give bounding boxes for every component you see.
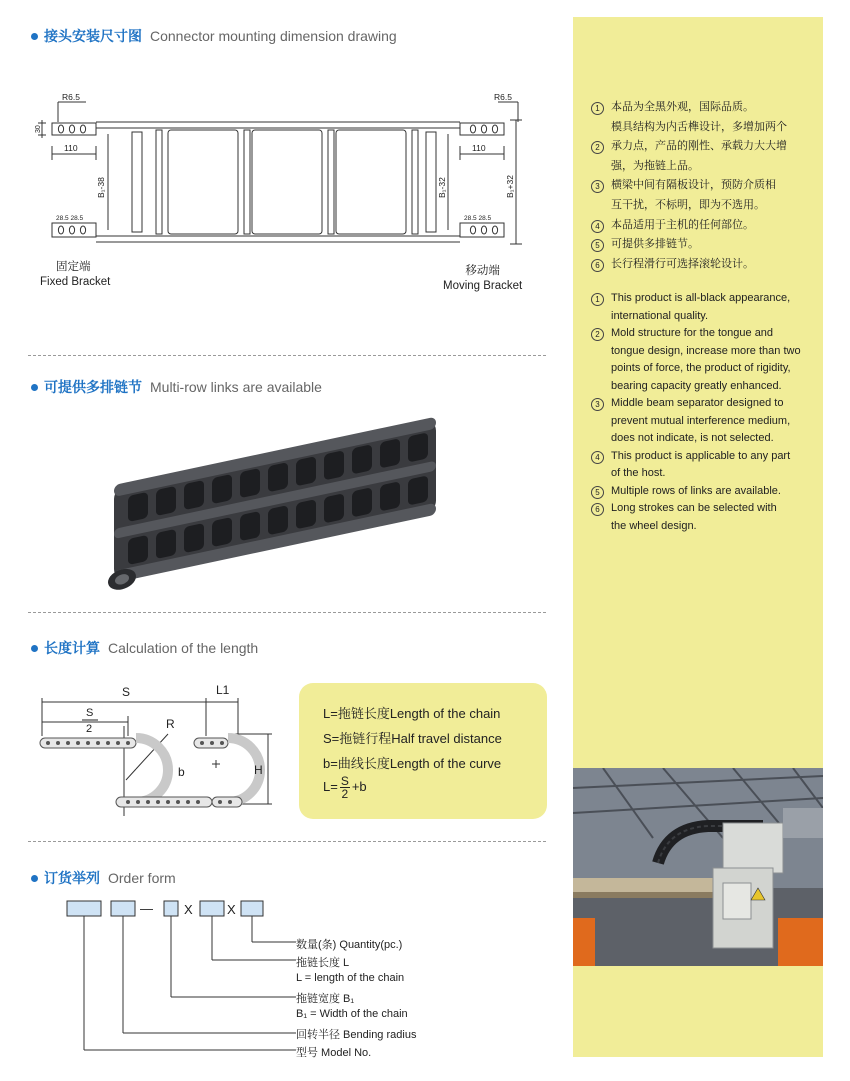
- multirow-chain-image: [100, 410, 460, 590]
- dim-110-left: 110: [64, 143, 78, 153]
- feature-en-text: This product is applicable to any part: [611, 449, 791, 462]
- section-title-en: Calculation of the length: [108, 640, 259, 656]
- formula-eq-denominator: 2: [341, 787, 349, 801]
- dim-30: 30: [35, 125, 42, 133]
- section-title-cn: 可提供多排链节: [44, 379, 142, 395]
- formula-l-definition: L=拖链长度Length of the chain: [323, 706, 501, 721]
- divider: [28, 841, 546, 842]
- fixed-bracket-caption: [40, 260, 111, 290]
- fixed-bracket-en: Fixed Bracket: [40, 276, 111, 288]
- feature-cn-text: 可提供多排链节。: [611, 238, 699, 251]
- label-r: R: [166, 717, 175, 731]
- feature-cn-text: 强，为拖链上品。: [611, 159, 699, 172]
- r-right-label: R6.5: [494, 92, 512, 102]
- section-title-length: [31, 638, 258, 658]
- section-title-en: Order form: [108, 870, 176, 886]
- circled-number-icon: 6: [591, 503, 604, 516]
- features-cn-list: [591, 98, 787, 274]
- feature-en-item: [591, 448, 811, 483]
- quantity-box: [241, 901, 263, 916]
- circled-number-icon: 4: [591, 220, 604, 233]
- circled-number-icon: 4: [591, 451, 604, 464]
- circled-number-icon: 2: [591, 328, 604, 341]
- features-en-list: [591, 290, 811, 535]
- section-title-cn: 长度计算: [44, 640, 100, 656]
- length-calculation-drawing: [36, 676, 286, 818]
- order-label-quantity: 数量(条) Quantity(pc.): [296, 939, 403, 951]
- formula-panel: [299, 683, 547, 819]
- factory-application-photo: [573, 768, 823, 966]
- order-dash: —: [140, 901, 153, 916]
- bullet-icon: [31, 875, 38, 882]
- feature-en-text: the wheel design.: [611, 519, 697, 532]
- feature-cn-item: [591, 216, 787, 236]
- dim-b1-minus-32: B₁-32: [437, 177, 447, 198]
- model-box: [67, 901, 101, 916]
- order-x-1: X: [184, 902, 193, 917]
- moving-bracket-caption: [443, 264, 522, 294]
- feature-cn-text: 本品为全黑外观，国际品质。: [611, 101, 754, 113]
- formula-eq-suffix: +b: [351, 778, 367, 794]
- section-title-cn: 订货举列: [44, 870, 100, 886]
- feature-cn-text: 长行程滑行可选择滚轮设计。: [611, 257, 754, 270]
- feature-en-text: Mold structure for the tongue and: [611, 327, 774, 339]
- feature-cn-item: [591, 137, 787, 176]
- moving-bracket-cn: 移动端: [465, 265, 500, 277]
- dim-b1-plus-32: B₁+32: [505, 175, 515, 198]
- circled-number-icon: 2: [591, 141, 604, 154]
- order-label-model: 型号 Model No.: [296, 1047, 372, 1059]
- formula-eq-numerator: S: [340, 774, 349, 788]
- circled-number-icon: 1: [591, 102, 604, 115]
- label-s: S: [122, 685, 131, 699]
- label-h: H: [254, 763, 263, 777]
- feature-en-text: of the host.: [611, 467, 666, 479]
- bullet-icon: [31, 384, 38, 391]
- section-title-cn: 接头安装尺寸图: [44, 28, 142, 44]
- circled-number-icon: 3: [591, 180, 604, 193]
- width-box: [164, 901, 178, 916]
- circled-number-icon: 5: [591, 486, 604, 499]
- feature-en-text: does not indicate, is not selected.: [611, 432, 774, 444]
- formula-s-definition: S=拖链行程Half travel distance: [323, 731, 502, 746]
- feature-en-text: This product is all-black appearance,: [611, 292, 791, 304]
- feature-cn-item: [591, 98, 787, 137]
- feature-en-item: [591, 500, 811, 535]
- circled-number-icon: 3: [591, 398, 604, 411]
- feature-en-item: [591, 483, 811, 501]
- bullet-icon: [31, 645, 38, 652]
- formula-eq-prefix: L=: [323, 778, 338, 794]
- feature-en-text: prevent mutual interference medium,: [611, 414, 791, 427]
- bullet-icon: [31, 33, 38, 40]
- feature-en-item: [591, 290, 811, 325]
- feature-en-item: [591, 395, 811, 448]
- order-label-width-en: B₁ = Width of the chain: [296, 1008, 408, 1020]
- order-x-2: X: [227, 902, 236, 917]
- feature-cn-item: [591, 176, 787, 215]
- dim-28-left: 28.5 28.5: [56, 215, 84, 222]
- feature-en-text: tongue design, increase more than two: [611, 344, 801, 357]
- formula-equation: [323, 775, 367, 800]
- section-title-order: [31, 868, 176, 888]
- circled-number-icon: 1: [591, 293, 604, 306]
- dim-28-right: 28.5 28.5: [464, 215, 492, 222]
- moving-bracket-en: Moving Bracket: [443, 280, 523, 292]
- order-label-length-cn: 拖链长度 L: [296, 957, 350, 969]
- feature-cn-text: 本品适用于主机的任何部位。: [611, 218, 754, 231]
- factory-photo-illustration: [573, 768, 823, 966]
- order-label-radius: 回转半径 Bending radius: [296, 1029, 417, 1041]
- circled-number-icon: 5: [591, 239, 604, 252]
- feature-en-text: points of force, the product of rigidity,: [611, 362, 791, 374]
- dim-b1-minus-38: B₁-38: [96, 177, 106, 198]
- r-left-label: R6.5: [62, 92, 80, 102]
- formula-fraction: [340, 775, 350, 800]
- feature-cn-text: 横梁中间有隔板设计，预防介质相: [611, 179, 776, 192]
- circled-number-icon: 6: [591, 259, 604, 272]
- divider: [28, 612, 546, 613]
- fixed-bracket-cn: 固定端: [56, 261, 91, 273]
- feature-en-text: Long strokes can be selected with: [611, 502, 777, 514]
- section-title-multirow: [31, 377, 322, 397]
- feature-en-text: international quality.: [611, 309, 709, 322]
- order-label-width-cn: 拖链宽度 B₁: [296, 993, 355, 1005]
- order-label-length-en: L = length of the chain: [296, 972, 405, 984]
- feature-cn-item: [591, 255, 787, 275]
- divider: [28, 355, 546, 356]
- label-s-num: S: [86, 707, 94, 719]
- feature-en-item: [591, 325, 811, 395]
- length-box: [200, 901, 224, 916]
- feature-en-text: Middle beam separator designed to: [611, 397, 784, 409]
- formula-b-definition: b=曲线长度Length of the curve: [323, 756, 502, 771]
- feature-cn-text: 承力点，产品的刚性、承载力大大增: [611, 140, 787, 153]
- label-b: b: [178, 765, 185, 779]
- feature-cn-item: [591, 235, 787, 255]
- feature-cn-text: 模具结构为内舌榫设计，多增加两个: [611, 120, 787, 133]
- section-title-en: Multi-row links are available: [150, 379, 322, 395]
- feature-en-text: bearing capacity greatly enhanced.: [611, 379, 782, 392]
- label-s-den: 2: [86, 723, 93, 735]
- feature-cn-text: 互干扰，不标明，即为不选用。: [611, 198, 765, 211]
- section-title-mounting: [31, 26, 397, 46]
- order-form-diagram: [60, 896, 300, 1061]
- dim-110-right: 110: [472, 143, 486, 153]
- label-l1: L1: [216, 683, 230, 697]
- radius-box: [111, 901, 135, 916]
- section-title-en: Connector mounting dimension drawing: [150, 28, 397, 44]
- feature-en-text: Multiple rows of links are available.: [611, 484, 781, 497]
- mounting-dimension-drawing: [28, 90, 546, 258]
